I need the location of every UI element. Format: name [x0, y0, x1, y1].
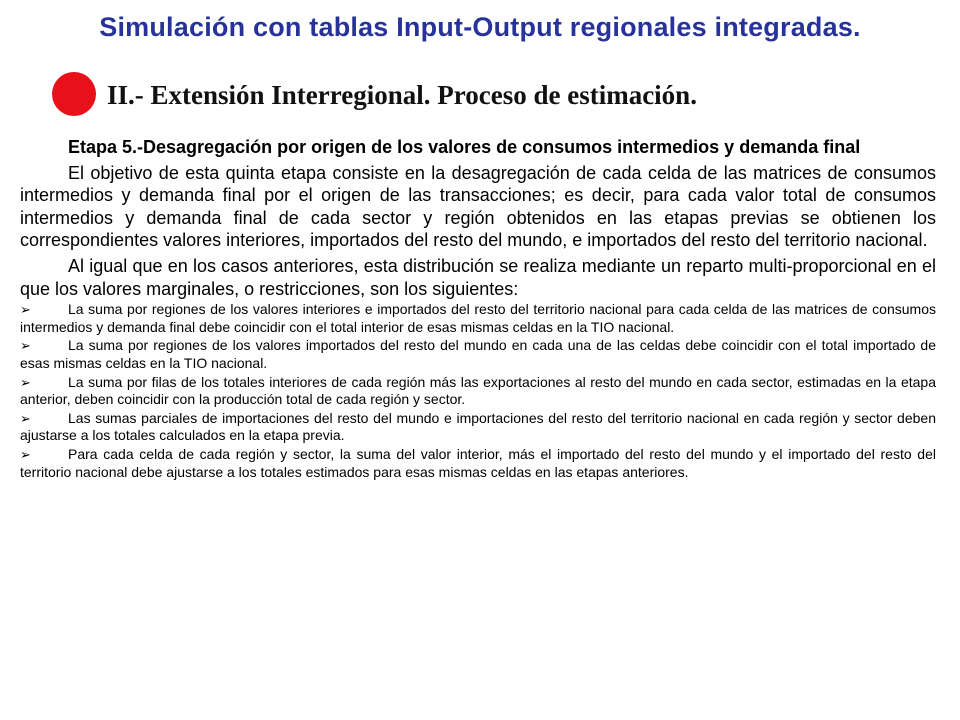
paragraph-distribution: Al igual que en los casos anteriores, esta distribución se realiza mediante un reparto multi-proporcional en el que los valores marginales, o restricciones, son los siguientes:: [20, 255, 936, 299]
arrow-bullet-icon: ➢: [20, 302, 31, 318]
arrow-bullet-icon: ➢: [20, 374, 31, 390]
arrow-bullet-icon: ➢: [20, 338, 31, 354]
arrow-bullet-icon: ➢: [20, 410, 31, 426]
slide-subtitle: II.- Extensión Interregional. Proceso de estimación.: [107, 80, 697, 110]
list-item: ➢ La suma por filas de los totales interiores de cada región más las exportaciones al resto del mundo en cada sector, estimadas en la etapa anterior, deben coincidir con la producción total de cada región y sector.: [20, 373, 936, 408]
list-item: ➢ Para cada celda de cada región y sector, la suma del valor interior, más el importado del resto del mundo y el importado del resto del territorio nacional debe ajustarse a los totales estimados para esas mismas celdas en las etapas anteriores.: [20, 445, 936, 480]
red-circle-bullet-icon: [52, 72, 96, 116]
slide-body: [20, 136, 936, 482]
list-item: ➢ La suma por regiones de los valores interiores e importados del resto del territorio nacional para cada celda de las matrices de consumos intermedios y demanda final debe coincidir con el total interior de esas mismas celdas en la TIO nacional.: [20, 301, 936, 335]
paragraph-objective: El objetivo de esta quinta etapa consiste en la desagregación de cada celda de las matrices de consumos intermedios y demanda final por el origen de las transacciones; es decir, para cada valor total de consumos intermedios y demanda final de cada sector y región obtenidos en las etapas previas se obtienen los correspondientes valores interiores, importados del resto del mundo, e importados del resto del territorio nacional.: [20, 162, 936, 251]
arrow-bullet-icon: ➢: [20, 446, 31, 462]
stage-heading: Etapa 5.-Desagregación por origen de los valores de consumos intermedios y demanda final: [68, 137, 861, 157]
slide-title: Simulación con tablas Input-Output regionales integradas.: [99, 12, 861, 42]
list-item: ➢ La suma por regiones de los valores importados del resto del mundo en cada una de las celdas debe coincidir con el total importado de esas mismas celdas en la TIO nacional.: [20, 337, 936, 371]
constraints-list: [20, 301, 936, 481]
list-item: ➢ Las sumas parciales de importaciones del resto del mundo e importaciones del resto del territorio nacional en cada región y sector deben ajustarse a los totales calculados en la etapa previa.: [20, 409, 936, 444]
